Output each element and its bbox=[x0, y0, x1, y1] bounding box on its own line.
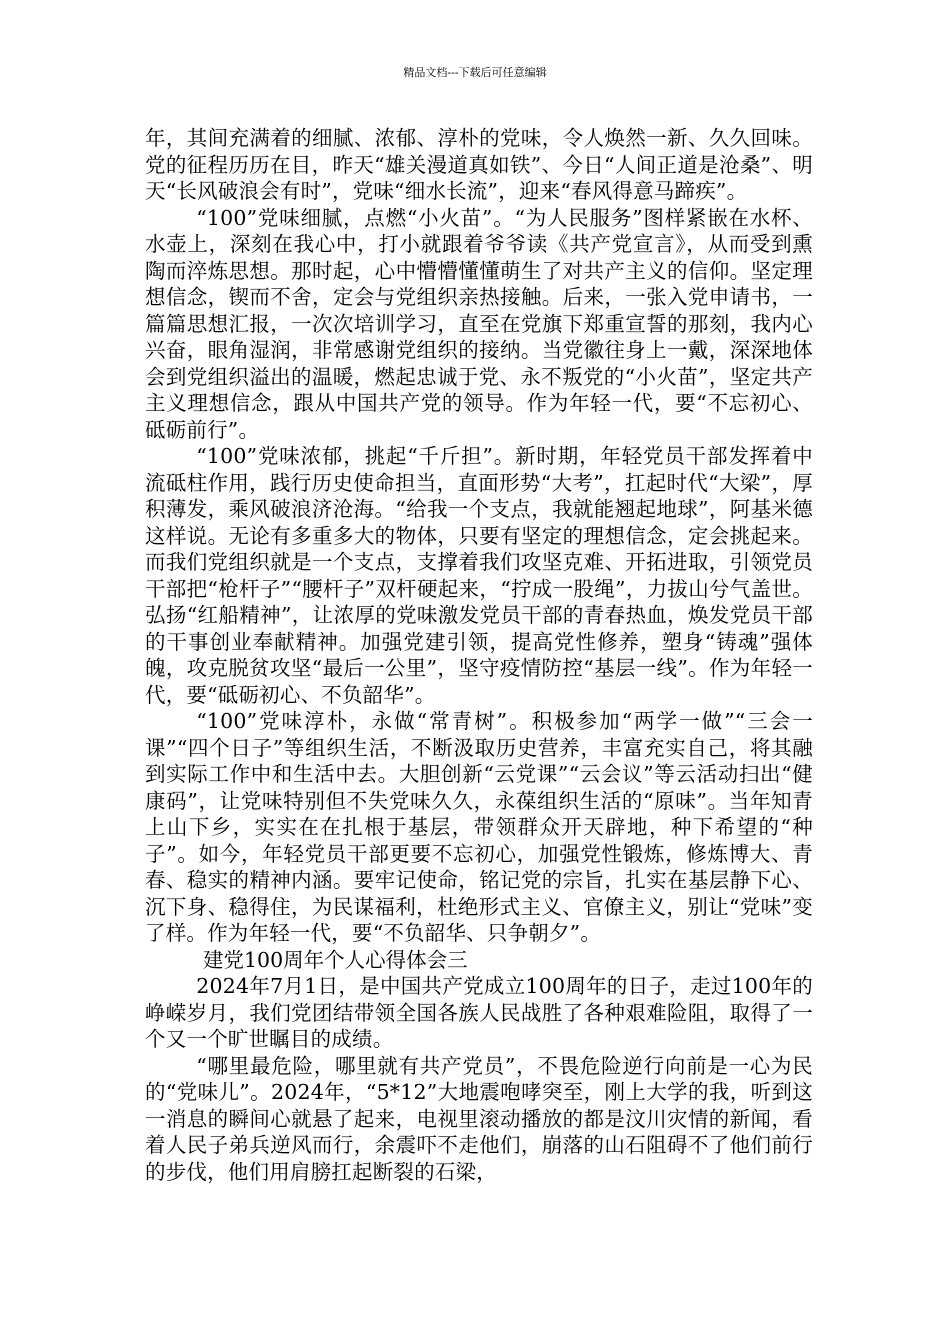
paragraph-rich: “100”党味浓郁，挑起“千斤担”。新时期，年轻党员干部发挥着中流砥柱作用，践行历史使命担当，直面形势“大考”，扛起时代“大梁”，厚积薄发，乘风破浪济沧海。“给我一个支点，我就能翘起地球”，阿基米德这样说。无论有多重多大的物体，只要有坚定的理想信念，定会挑起来。而我们党组织就是一个支点，支撑着我们攻坚克难、开拓进取，引领党员干部把“枪杆子”“腰杆子”双杆硬起来，“拧成一股绳”，力拔山兮气盖世。弘扬“红船精神”，让浓厚的党味激发党员干部的青春热血，焕发党员干部的干事创业奉献精神。加强党建引领，提高党性修养，塑身“铸魂”强体魄，攻克脱贫攻坚“最后一公里”，坚守疫情防控“基层一线”。作为年轻一代，要“砥砺初心、不负韶华”。 bbox=[145, 444, 813, 707]
section-title: 建党100周年个人心得体会三 bbox=[203, 947, 468, 972]
document-body bbox=[145, 125, 813, 1185]
paragraph-continuation: 年，其间充满着的细腻、浓郁、淳朴的党味，令人焕然一新、久久回味。党的征程历历在目，昨天“雄关漫道真如铁”、今日“人间正道是沧桑”、明天“长风破浪会有时”，党味“细水长流”，迎来“春风得意马蹄疾”。 bbox=[145, 126, 813, 203]
paragraph-simple: “100”党味淳朴，永做“常青树”。积极参加“两学一做”“三会一课”“四个日子”等组织生活，不断汲取历史营养，丰富充实自己，将其融到实际工作中和生活中去。大胆创新“云党课”“云会议”等云活动扫出“健康码”，让党味特别但不失党味久久，永葆组织生活的“原味”。当年知青上山下乡，实实在在扎根于基层，带领群众开天辟地，种下希望的“种子”。如今，年轻党员干部更要不忘初心，加强党性锻炼，修炼博大、青春、稳实的精神内涵。要牢记使命，铭记党的宗旨，扎实在基层静下心、沉下身、稳得住，为民谋福利，杜绝形式主义、官僚主义，别让“党味”变了样。作为年轻一代，要“不负韶华、只争朝夕”。 bbox=[145, 709, 813, 945]
page-header: 精品文档---下载后可任意编辑 bbox=[403, 66, 547, 79]
paragraph-delicate: “100”党味细腻，点燃“小火苗”。“为人民服务”图样紧嵌在水杯、水壶上，深刻在我心中，打小就跟着爷爷读《共产党宣言》，从而受到熏陶而淬炼思想。那时起，心中懵懵懂懂萌生了对共产主义的信仰。坚定理想信念，锲而不舍，定会与党组织亲热接触。后来，一张入党申请书，一篇篇思想汇报，一次次培训学习，直至在党旗下郑重宣誓的那刻，我内心兴奋，眼角湿润，非常感谢党组织的接纳。当党徽往身上一戴，深深地体会到党组织溢出的温暖，燃起忠诚于党、永不叛党的“小火苗”，坚定共产主义理想信念，跟从中国共产党的领导。作为年轻一代，要“不忘初心、砥砺前行”。 bbox=[145, 205, 813, 442]
paragraph-anniversary: 2024年7月1日，是中国共产党成立100周年的日子，走过100年的峥嵘岁月，我们党团结带领全国各族人民战胜了各种艰难险阻，取得了一个又一个旷世瞩目的成绩。 bbox=[145, 974, 813, 1051]
paragraph-danger: “哪里最危险，哪里就有共产党员”，不畏危险逆行向前是一心为民的“党味儿”。2024年，“5*12”大地震咆哮突至，刚上大学的我，听到这一消息的瞬间心就悬了起来，电视里滚动播放的都是汶川灾情的新闻，看着人民子弟兵逆风而行，余震吓不走他们，崩落的山石阻碍不了他们前行的步伐，他们用肩膀扛起断裂的石梁， bbox=[145, 1053, 813, 1184]
